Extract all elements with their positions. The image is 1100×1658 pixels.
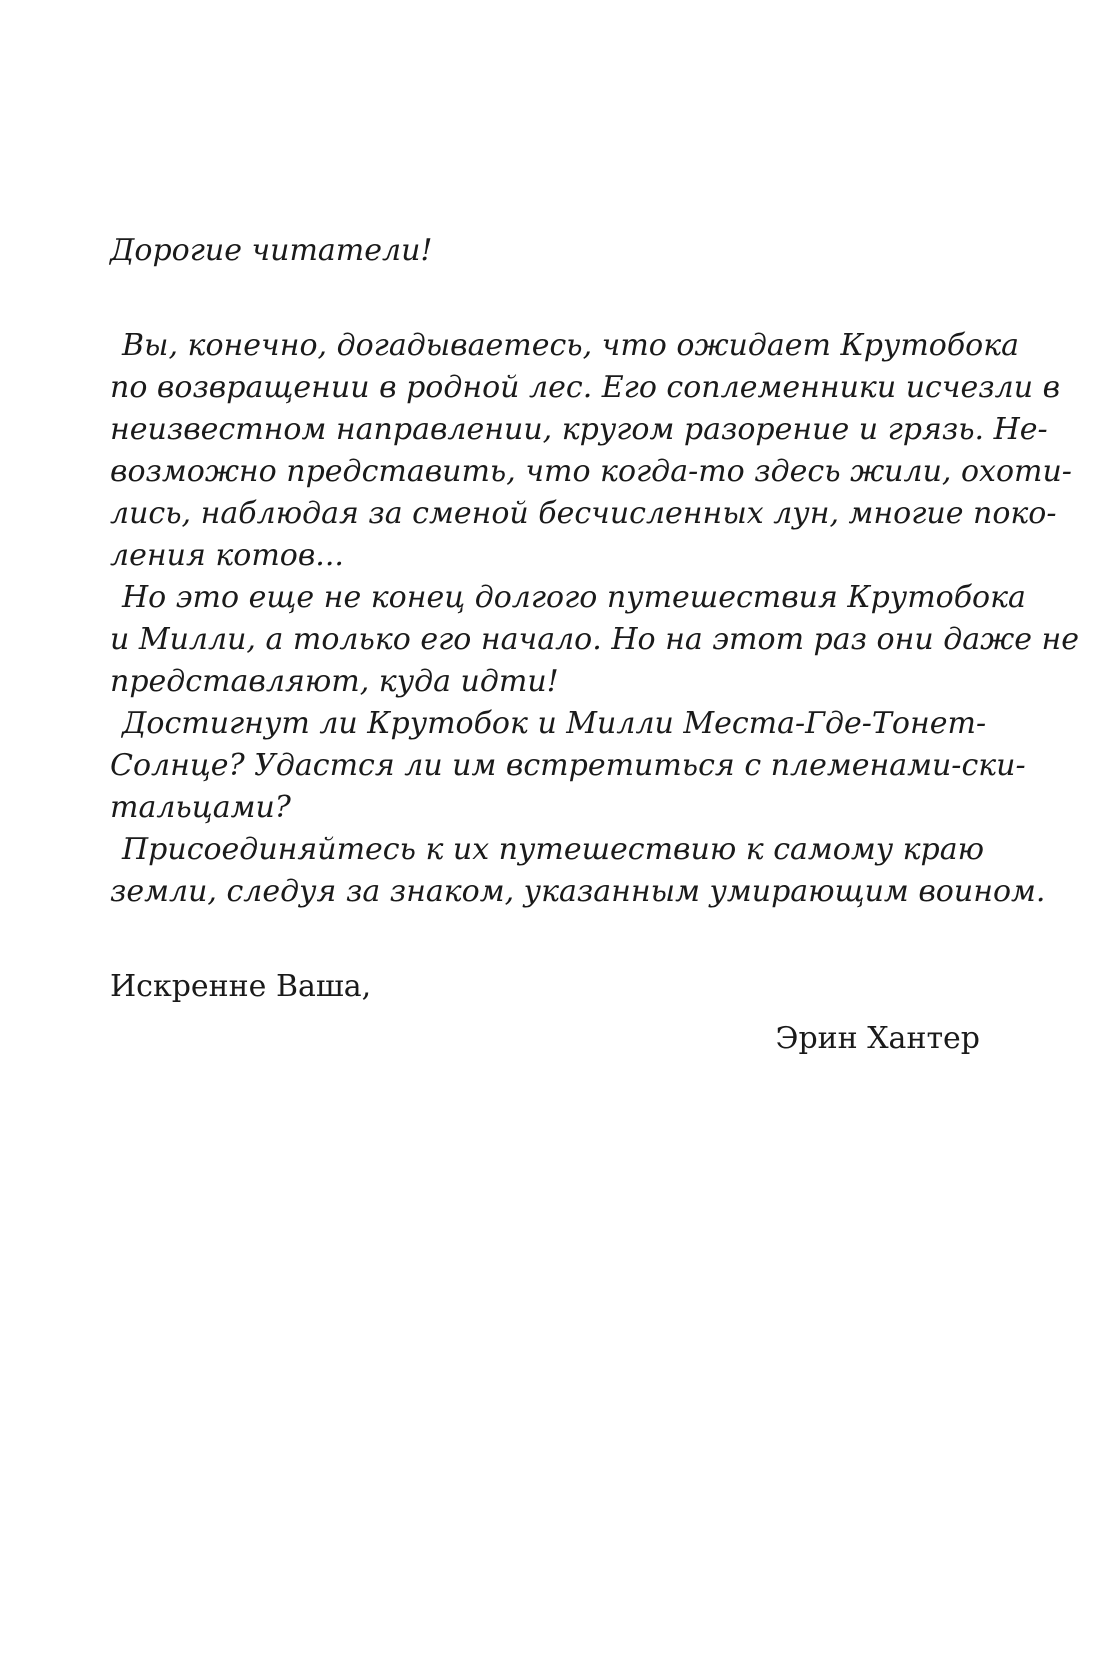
letter-closing: Искренне Ваша, <box>110 969 372 1004</box>
letter-signature: Эрин Хантер <box>775 1021 980 1056</box>
letter-line: возможно представить, что когда-то здесь жили, охоти- <box>110 454 1072 489</box>
letter-line: Солнце? Удастся ли им встретиться с племенами-ски- <box>110 748 1026 783</box>
letter-line: и Милли, а только его начало. Но на этот раз они даже не <box>110 622 1080 657</box>
letter-line: Присоединяйтесь к их путешествию к самому краю <box>122 832 985 867</box>
letter-line: неизвестном направлении, кругом разорение и грязь. Не- <box>110 412 1048 447</box>
letter-line: представляют, куда идти! <box>110 664 559 699</box>
letter-line: Вы, конечно, догадываетесь, что ожидает Крутобока <box>122 328 1020 363</box>
letter-line: лись, наблюдая за сменой бесчисленных лун, многие поко- <box>110 496 1057 531</box>
letter-text <box>110 230 1080 1060</box>
letter-line: Но это еще не конец долгого путешествия Крутобока <box>122 580 1026 615</box>
letter-greeting: Дорогие читатели! <box>110 233 433 268</box>
letter-line: земли, следуя за знаком, указанным умирающим воином. <box>110 874 1046 909</box>
letter-line: тальцами? <box>110 790 291 825</box>
letter-line: ления котов... <box>110 538 344 573</box>
letter-line: по возвращении в родной лес. Его соплеменники исчезли в <box>110 370 1061 405</box>
letter-line: Достигнут ли Крутобок и Милли Места-Где-Тонет- <box>122 706 987 741</box>
